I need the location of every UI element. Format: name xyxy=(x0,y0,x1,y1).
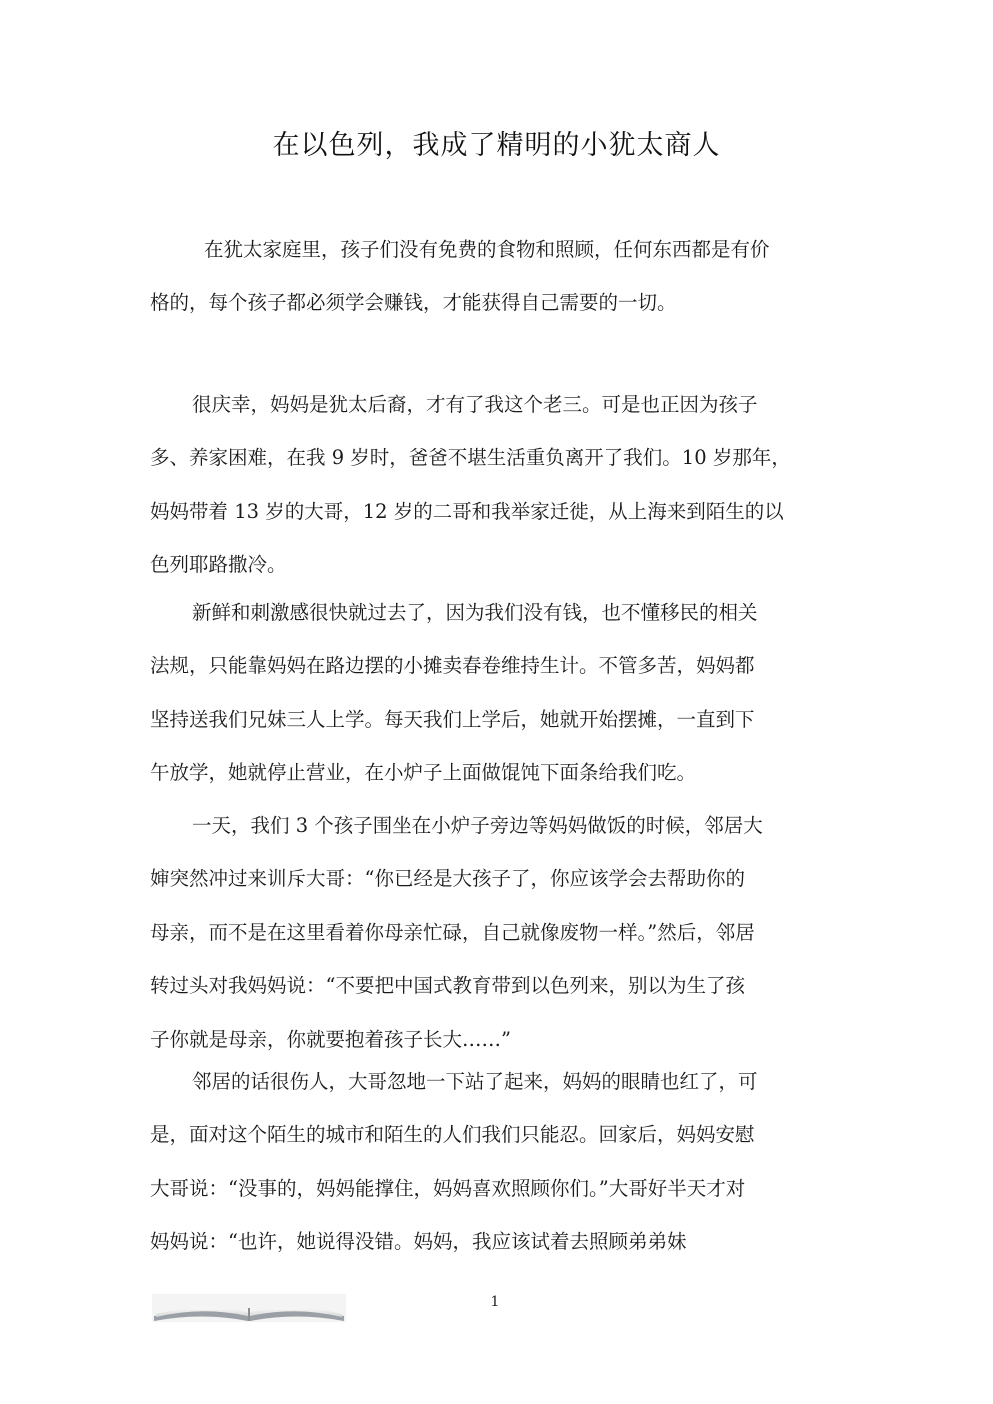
page-number: 1 xyxy=(490,1294,500,1310)
paragraph-line: 妈妈带着 13 岁的大哥，12 岁的二哥和我举家迁徙，从上海来到陌生的以 xyxy=(150,499,784,523)
paragraph-line: 母亲，而不是在这里看着你母亲忙碌，自己就像废物一样。”然后，邻居 xyxy=(150,920,755,944)
paragraph-line: 坚持送我们兄妹三人上学。每天我们上学后，她就开始摆摊，一直到下 xyxy=(150,707,755,731)
paragraph-line: 一天，我们 3 个孩子围坐在小炉子旁边等妈妈做饭的时候，邻居大 xyxy=(192,814,763,837)
paragraph-livelihood xyxy=(150,586,840,800)
paragraph-line: 色列耶路撒冷。 xyxy=(150,553,287,577)
paragraph-neighbor xyxy=(150,799,840,1066)
paragraph-line: 多、养家困难，在我 9 岁时，爸爸不堪生活重负离开了我们。10 岁那年， xyxy=(150,446,791,470)
paragraph-line: 新鲜和刺激感很快就过去了，因为我们没有钱，也不懂移民的相关 xyxy=(192,601,758,624)
paragraph-line: 是，面对这个陌生的城市和陌生的人们我们只能忍。回家后，妈妈安慰 xyxy=(150,1123,755,1147)
paragraph-line: 婶突然冲过来训斥大哥：“你已经是大孩子了，你应该学会去帮助你的 xyxy=(150,867,745,891)
paragraph-line: 邻居的话很伤人，大哥忽地一下站了起来，妈妈的眼睛也红了，可 xyxy=(192,1070,758,1093)
paragraph-line: 很庆幸，妈妈是犹太后裔，才有了我这个老三。可是也正因为孩子 xyxy=(192,393,758,416)
paragraph-aftermath xyxy=(150,1055,840,1269)
paragraph-line: 在犹太家庭里，孩子们没有免费的食物和照顾，任何东西都是有价 xyxy=(204,238,770,261)
paragraph-intro xyxy=(150,223,840,330)
paragraph-line: 妈妈说：“也许，她说得没错。妈妈，我应该试着去照顾弟弟妹 xyxy=(150,1230,687,1254)
paragraph-line: 法规，只能靠妈妈在路边摆的小摊卖春卷维持生计。不管多苦，妈妈都 xyxy=(150,654,755,678)
paragraph-line: 子你就是母亲，你就要抱着孩子长大……” xyxy=(150,1027,511,1051)
paragraph-line: 大哥说：“没事的，妈妈能撑住，妈妈喜欢照顾你们。”大哥好半天才对 xyxy=(150,1176,746,1200)
open-book-icon xyxy=(152,1294,346,1322)
paragraph-line: 转过头对我妈妈说：“不要把中国式教育带到以色列来，别以为生了孩 xyxy=(150,974,745,998)
paragraph-line: 午放学，她就停止营业，在小炉子上面做馄饨下面条给我们吃。 xyxy=(150,761,697,785)
paragraph-family xyxy=(150,378,840,592)
paragraph-line: 格的，每个孩子都必须学会赚钱，才能获得自己需要的一切。 xyxy=(150,291,677,315)
document-title: 在以色列，我成了精明的小犹太商人 xyxy=(272,130,721,161)
